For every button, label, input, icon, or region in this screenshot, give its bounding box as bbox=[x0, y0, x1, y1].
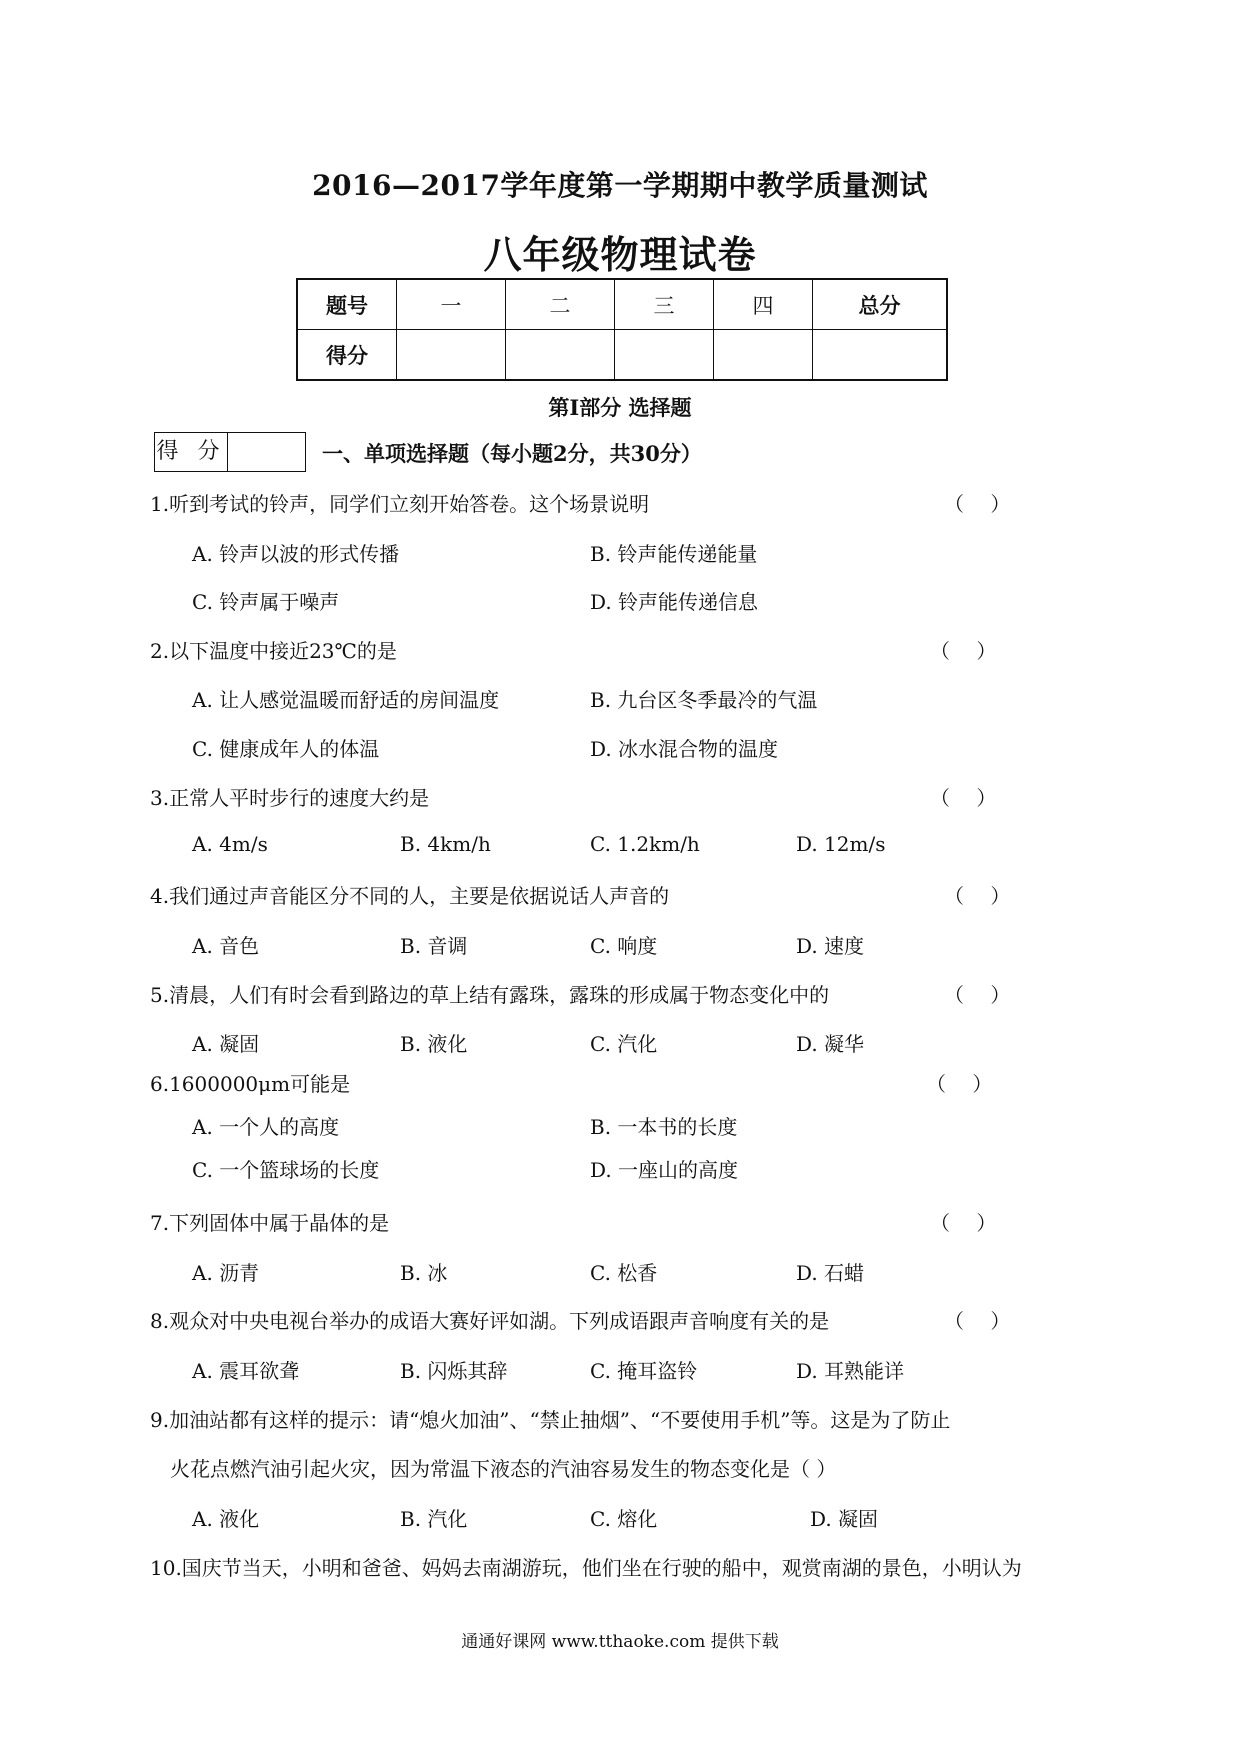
score-header-cell: 题号 bbox=[297, 279, 397, 330]
option: C. 响度 bbox=[590, 934, 658, 958]
option: C. 汽化 bbox=[590, 1032, 658, 1056]
score-cell bbox=[615, 330, 714, 381]
score-cell bbox=[397, 330, 506, 381]
option: A. 4m/s bbox=[192, 832, 268, 856]
answer-parentheses: （ ） bbox=[944, 983, 1021, 1007]
option: C. 松香 bbox=[590, 1261, 658, 1285]
answer-parentheses: （ ） bbox=[944, 884, 1021, 908]
option: D. 12m/s bbox=[796, 832, 886, 856]
option: A. 音色 bbox=[192, 934, 260, 958]
option: A. 沥青 bbox=[192, 1261, 260, 1285]
option: A. 凝固 bbox=[192, 1032, 260, 1056]
option: D. 冰水混合物的温度 bbox=[590, 737, 779, 761]
score-cell bbox=[714, 330, 813, 381]
option: A. 一个人的高度 bbox=[192, 1115, 340, 1139]
grade-box bbox=[154, 432, 306, 472]
score-header-cell: 四 bbox=[714, 279, 813, 330]
option: C. 掩耳盗铃 bbox=[590, 1359, 698, 1383]
section-title: 第Ⅰ部分 选择题 bbox=[548, 395, 692, 420]
option: B. 音调 bbox=[400, 934, 468, 958]
question-stem: 1.听到考试的铃声，同学们立刻开始答卷。这个场景说明 bbox=[150, 492, 650, 516]
question-stem: 4.我们通过声音能区分不同的人，主要是依据说话人声音的 bbox=[150, 884, 670, 908]
score-table-header-row bbox=[297, 279, 947, 330]
question-stem: 10.国庆节当天，小明和爸爸、妈妈去南湖游玩，他们坐在行驶的船中，观赏南湖的景色，小明认为 bbox=[150, 1556, 1022, 1580]
answer-parentheses: （ ） bbox=[930, 786, 1007, 810]
option: D. 石蜡 bbox=[796, 1261, 865, 1285]
option: C. 健康成年人的体温 bbox=[192, 737, 380, 761]
option: D. 耳熟能详 bbox=[796, 1359, 905, 1383]
option: D. 一座山的高度 bbox=[590, 1158, 739, 1182]
option: B. 铃声能传递能量 bbox=[590, 542, 758, 566]
option: A. 让人感觉温暖而舒适的房间温度 bbox=[192, 688, 500, 712]
question-stem: 2.以下温度中接近23℃的是 bbox=[150, 639, 397, 663]
option: B. 冰 bbox=[400, 1261, 448, 1285]
score-table-score-row bbox=[297, 330, 947, 381]
question-stem: 5.清晨，人们有时会看到路边的草上结有露珠，露珠的形成属于物态变化中的 bbox=[150, 983, 830, 1007]
exam-title: 2016—2017学年度第一学期期中教学质量测试 bbox=[312, 169, 928, 202]
option: B. 一本书的长度 bbox=[590, 1115, 738, 1139]
part-heading: 一、单项选择题（每小题2分，共30分） bbox=[322, 441, 702, 466]
question-stem: 7.下列固体中属于晶体的是 bbox=[150, 1211, 390, 1235]
option: B. 九台区冬季最冷的气温 bbox=[590, 688, 818, 712]
score-header-cell: 二 bbox=[506, 279, 615, 330]
score-header-cell: 总分 bbox=[813, 279, 948, 330]
option: C. 铃声属于噪声 bbox=[192, 590, 340, 614]
question-stem: 9.加油站都有这样的提示：请“熄火加油”、“禁止抽烟”、“不要使用手机”等。这是为了防止 bbox=[150, 1408, 951, 1432]
option: C. 熔化 bbox=[590, 1507, 658, 1531]
option: A. 铃声以波的形式传播 bbox=[192, 542, 400, 566]
score-header-cell: 三 bbox=[615, 279, 714, 330]
grade-label: 得 分 bbox=[155, 433, 228, 471]
answer-parentheses: （ ） bbox=[944, 1309, 1021, 1333]
option: B. 液化 bbox=[400, 1032, 468, 1056]
option: C. 一个篮球场的长度 bbox=[192, 1158, 380, 1182]
option: A. 液化 bbox=[192, 1507, 260, 1531]
score-row-label: 得分 bbox=[297, 330, 397, 381]
question-stem: 3.正常人平时步行的速度大约是 bbox=[150, 786, 430, 810]
option: D. 凝华 bbox=[796, 1032, 865, 1056]
page-footer: 通通好课网 www.tthaoke.com 提供下载 bbox=[461, 1632, 779, 1652]
question-stem: 6.1600000μm可能是 bbox=[150, 1072, 351, 1096]
answer-parentheses: （ ） bbox=[930, 1211, 1007, 1235]
answer-parentheses: （ ） bbox=[930, 639, 1007, 663]
option: B. 闪烁其辞 bbox=[400, 1359, 508, 1383]
option: D. 铃声能传递信息 bbox=[590, 590, 759, 614]
score-cell bbox=[813, 330, 948, 381]
option: A. 震耳欲聋 bbox=[192, 1359, 300, 1383]
option: D. 凝固 bbox=[810, 1507, 879, 1531]
question-stem-continued: 火花点燃汽油引起火灾，因为常温下液态的汽油容易发生的物态变化是（ ） bbox=[170, 1457, 837, 1481]
option: D. 速度 bbox=[796, 934, 865, 958]
exam-subtitle: 八年级物理试卷 bbox=[483, 232, 757, 277]
answer-parentheses: （ ） bbox=[944, 492, 1021, 516]
score-cell bbox=[506, 330, 615, 381]
option: B. 4km/h bbox=[400, 832, 491, 856]
option: B. 汽化 bbox=[400, 1507, 468, 1531]
question-stem: 8.观众对中央电视台举办的成语大赛好评如湖。下列成语跟声音响度有关的是 bbox=[150, 1309, 830, 1333]
score-header-cell: 一 bbox=[397, 279, 506, 330]
option: C. 1.2km/h bbox=[590, 832, 700, 856]
score-table bbox=[296, 278, 948, 381]
answer-parentheses: （ ） bbox=[926, 1072, 1003, 1096]
